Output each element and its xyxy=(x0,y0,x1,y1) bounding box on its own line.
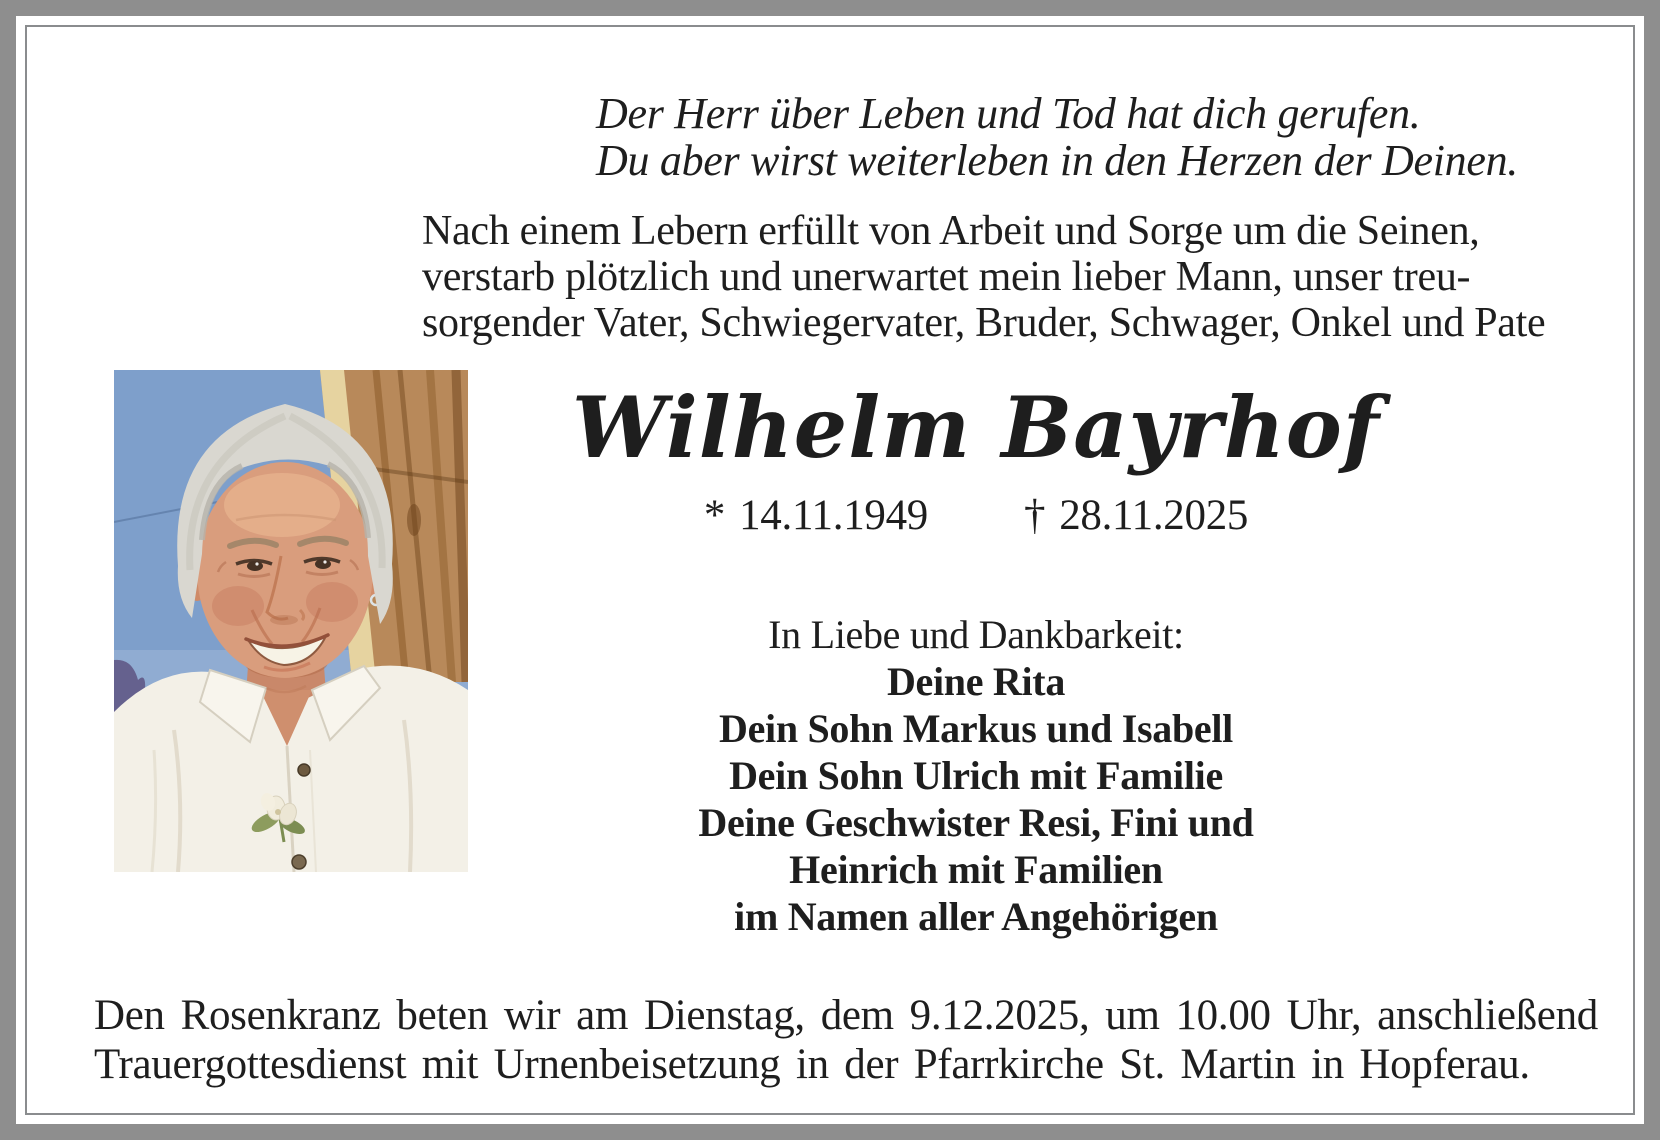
intro-paragraph xyxy=(422,208,1545,346)
birth-date-value: 14.11.1949 xyxy=(739,492,928,539)
service-announcement xyxy=(94,991,1598,1089)
deceased-name: Wilhelm Bayrhof xyxy=(572,378,1380,477)
announcement-line-1: Den Rosenkranz beten wir am Dienstag, dem 9.12.2025, um 10.00 Uhr, anschließend xyxy=(94,992,1598,1039)
epitaph-line-1: Der Herr über Leben und Tod hat dich gerufen. xyxy=(596,89,1421,138)
birth-star-symbol: * xyxy=(703,492,726,539)
birth-date xyxy=(704,491,928,541)
mourner-line: Deine Geschwister Resi, Fini und xyxy=(698,800,1254,845)
mourner-line: im Namen aller Angehörigen xyxy=(734,894,1218,939)
mourner-line: Dein Sohn Ulrich mit Familie xyxy=(729,753,1223,798)
mourners-heading: In Liebe und Dankbarkeit: xyxy=(768,612,1184,657)
mourner-line: Dein Sohn Markus und Isabell xyxy=(718,706,1233,751)
intro-line-3: sorgender Vater, Schwiegervater, Bruder, Schwager, Onkel und Pate xyxy=(422,300,1546,346)
mourner-line: Deine Rita xyxy=(886,659,1066,704)
death-cross-symbol: † xyxy=(1024,492,1046,539)
epitaph xyxy=(596,90,1518,184)
mourner-line: Heinrich mit Familien xyxy=(789,847,1163,892)
epitaph-line-2: Du aber wirst weiterleben in den Herzen der Deinen. xyxy=(596,136,1518,185)
intro-line-2: verstarb plötzlich und unerwartet mein lieber Mann, unser treu- xyxy=(422,254,1471,300)
life-dates xyxy=(406,491,1546,541)
mourners-block xyxy=(406,611,1546,940)
announcement-line-2: Trauergottesdienst mit Urnenbeisetzung in der Pfarrkirche St. Martin in Hopferau. xyxy=(94,1041,1530,1088)
intro-line-1: Nach einem Lebern erfüllt von Arbeit und Sorge um die Seinen, xyxy=(422,208,1480,254)
death-date xyxy=(1024,491,1248,541)
death-date-value: 28.11.2025 xyxy=(1059,492,1249,539)
